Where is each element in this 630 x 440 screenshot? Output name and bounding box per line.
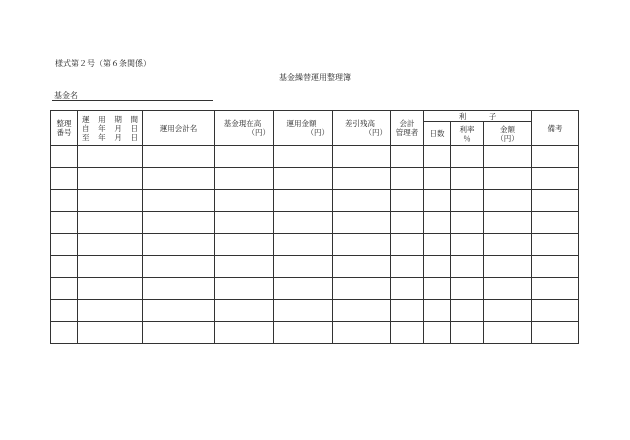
table-cell[interactable] (51, 300, 78, 322)
table-cell[interactable] (274, 146, 333, 168)
table-cell[interactable] (215, 300, 274, 322)
header-period (78, 111, 143, 146)
table-cell[interactable] (274, 190, 333, 212)
table-cell[interactable] (532, 190, 579, 212)
table-cell[interactable] (532, 256, 579, 278)
table-cell[interactable] (484, 146, 532, 168)
table-cell[interactable] (532, 234, 579, 256)
table-cell[interactable] (274, 300, 333, 322)
table-cell[interactable] (274, 168, 333, 190)
table-cell[interactable] (532, 278, 579, 300)
table-cell[interactable] (333, 168, 391, 190)
table-cell[interactable] (484, 212, 532, 234)
table-cell[interactable] (484, 322, 532, 344)
table-cell[interactable] (391, 212, 424, 234)
table-cell[interactable] (391, 234, 424, 256)
table-cell[interactable] (143, 300, 215, 322)
table-cell[interactable] (451, 212, 484, 234)
table-cell[interactable] (143, 256, 215, 278)
table-cell[interactable] (333, 190, 391, 212)
header-amount: 運用金額 （円） (274, 111, 333, 146)
table-cell[interactable] (451, 300, 484, 322)
table-cell[interactable] (143, 234, 215, 256)
header-interest-amount: 金額 （円） (484, 122, 532, 146)
table-cell[interactable] (391, 190, 424, 212)
form-number-label: 様式第２号（第６条関係） (55, 59, 151, 68)
period-row-2: 至 年 月 日 (82, 132, 138, 142)
table-cell[interactable] (424, 256, 451, 278)
table-cell[interactable] (274, 322, 333, 344)
table-cell[interactable] (484, 190, 532, 212)
table-row (51, 256, 579, 278)
table-row (51, 300, 579, 322)
table-cell[interactable] (215, 234, 274, 256)
table-cell[interactable] (424, 190, 451, 212)
table-cell[interactable] (78, 168, 143, 190)
table-row (51, 190, 579, 212)
table-cell[interactable] (532, 322, 579, 344)
table-cell[interactable] (78, 146, 143, 168)
table-cell[interactable] (143, 168, 215, 190)
table-cell[interactable] (51, 168, 78, 190)
table-cell[interactable] (424, 322, 451, 344)
table-row (51, 234, 579, 256)
table-cell[interactable] (484, 234, 532, 256)
table-cell[interactable] (451, 146, 484, 168)
ledger-body (51, 146, 579, 344)
table-cell[interactable] (143, 146, 215, 168)
table-cell[interactable] (274, 212, 333, 234)
ledger-table (50, 110, 579, 344)
table-cell[interactable] (51, 278, 78, 300)
table-cell[interactable] (333, 256, 391, 278)
header-number: 整理 番号 (51, 111, 78, 146)
table-cell[interactable] (391, 168, 424, 190)
table-cell[interactable] (51, 190, 78, 212)
table-cell[interactable] (451, 278, 484, 300)
table-cell[interactable] (51, 212, 78, 234)
table-cell[interactable] (274, 278, 333, 300)
table-cell[interactable] (143, 278, 215, 300)
table-cell[interactable] (391, 146, 424, 168)
table-cell[interactable] (143, 212, 215, 234)
table-cell[interactable] (274, 256, 333, 278)
header-balance: 基金現在高 （円） (215, 111, 274, 146)
table-cell[interactable] (451, 168, 484, 190)
table-cell[interactable] (532, 300, 579, 322)
fund-name-label: 基金名 (54, 91, 78, 100)
table-cell[interactable] (333, 234, 391, 256)
table-cell[interactable] (215, 190, 274, 212)
table-cell[interactable] (215, 168, 274, 190)
table-cell[interactable] (333, 212, 391, 234)
header-days: 日数 (424, 122, 451, 146)
table-cell[interactable] (78, 300, 143, 322)
table-cell[interactable] (484, 300, 532, 322)
table-cell[interactable] (333, 146, 391, 168)
header-interest: 利 子 (424, 111, 532, 122)
header-account: 運用会計名 (143, 111, 215, 146)
header-remaining: 差引残高 （円） (333, 111, 391, 146)
table-cell[interactable] (51, 234, 78, 256)
table-cell[interactable] (424, 300, 451, 322)
table-row (51, 146, 579, 168)
table-cell[interactable] (532, 212, 579, 234)
table-cell[interactable] (424, 212, 451, 234)
table-cell[interactable] (78, 190, 143, 212)
table-cell[interactable] (424, 168, 451, 190)
table-cell[interactable] (78, 234, 143, 256)
header-remarks: 備考 (532, 111, 579, 146)
table-cell[interactable] (215, 278, 274, 300)
table-cell[interactable] (424, 278, 451, 300)
table-cell[interactable] (143, 322, 215, 344)
table-cell[interactable] (391, 256, 424, 278)
period-row-1: 自 年 月 日 (82, 123, 138, 133)
table-cell[interactable] (484, 278, 532, 300)
table-cell[interactable] (215, 256, 274, 278)
table-cell[interactable] (532, 168, 579, 190)
table-cell[interactable] (215, 322, 274, 344)
table-cell[interactable] (215, 146, 274, 168)
header-rate: 利率 ％ (451, 122, 484, 146)
table-cell[interactable] (424, 146, 451, 168)
table-row (51, 168, 579, 190)
header-manager: 会計 管理者 (391, 111, 424, 146)
table-row (51, 212, 579, 234)
table-cell[interactable] (215, 212, 274, 234)
table-cell[interactable] (451, 234, 484, 256)
table-cell[interactable] (451, 256, 484, 278)
table-cell[interactable] (451, 190, 484, 212)
table-cell[interactable] (274, 234, 333, 256)
table-cell[interactable] (333, 278, 391, 300)
table-cell[interactable] (424, 234, 451, 256)
table-cell[interactable] (78, 212, 143, 234)
table-cell[interactable] (78, 322, 143, 344)
table-cell[interactable] (143, 190, 215, 212)
table-cell[interactable] (78, 256, 143, 278)
table-cell[interactable] (51, 322, 78, 344)
table-cell[interactable] (532, 146, 579, 168)
table-row (51, 322, 579, 344)
table-cell[interactable] (51, 256, 78, 278)
table-cell[interactable] (484, 256, 532, 278)
period-row-0: 運 用 期 間 (82, 114, 138, 124)
table-cell[interactable] (391, 300, 424, 322)
table-cell[interactable] (391, 322, 424, 344)
table-cell[interactable] (51, 146, 78, 168)
table-cell[interactable] (333, 322, 391, 344)
fund-name-field (52, 90, 213, 101)
document-title: 基金繰替運用整理簿 (279, 73, 351, 82)
table-cell[interactable] (333, 300, 391, 322)
table-row (51, 278, 579, 300)
table-cell[interactable] (451, 322, 484, 344)
table-cell[interactable] (484, 168, 532, 190)
table-cell[interactable] (391, 278, 424, 300)
table-cell[interactable] (78, 278, 143, 300)
